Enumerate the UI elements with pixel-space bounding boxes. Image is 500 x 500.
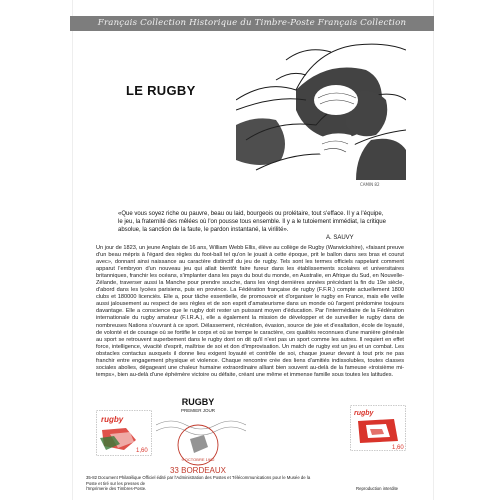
footer-line-2: l'Imprimerie des Timbres-Poste. <box>86 486 147 491</box>
quote-author: A. SAUVY <box>326 235 354 241</box>
stamp-right-value: 1,60 <box>392 445 404 451</box>
footer-note <box>86 475 316 492</box>
article-body: Un jour de 1823, un jeune Anglais de 16 ans, William Webb Ellis, élève au collège de Rugby (Warwickshire), «faisant preuve d'un beau mépris à l'égard des règles du foot-ball tel qu'on le jouait à cette époque, prit le ballon dans ses bras et courut avec», donnant ainsi naissance au caractère distinctif du jeu de rugby. Tels sont les termes officiels rappelant comment apparut l'embryon d'un nouveau jeu qui allait bientôt faire fureur dans les établissements scolaires et universitaires britanniques, franchir les océans, s'implanter dans les pays du bout du monde, en Australie, en Afrique du Sud, en Nouvelle-Zélande, traverser aussi la Manche pour prendre souche, dans les vingt dernières années précédant la fin du 19e siècle, d'abord dans les lycées parisiens, puis en province. La Fédération française de rugby (F.F.R.) compte actuellement 1800 clubs et 180000 licenciés. Elle a, pour tâche essentielle, de promouvoir et d'organiser le rugby en France, mais elle veille aussi jalousement au respect de ses règles et de son esprit d'amateurisme dans un monde où l'argent prédomine toujours davantage. Elle a conscience que le rugby doit rester un puissant moyen d'éducation. Par l'intermédiaire de la Fédération internationale du rugby amateur (F.I.R.A.), elle a également la mission de développer et de surveiller le rugby dans de nombreuses Nations s'ouvrant à ce sport. Délassement, récréation, évasion, source de joie et d'exaltation, école de loyauté, de volonté et de courage où se fortifie le corps et où se trempe le caractère, ces qualités reconnues d'une manière générale au sport se retrouvent superbement dans le rugby dont on dit qu'il n'est pas un sport comme les autres. Il requiert en effet force, intelligence, vivacité d'esprit, maîtrise de soi et don d'improvisation. Un match de rugby est un jeu et un combat. Les obstacles contactus auxquels il donne lieu exigent loyauté et contrôle de soi, chaque joueur devant à tout prix ne pas franchir entre engagement physique et violence. Chaque rencontre crée des liens d'amitiés indissolubles, toutes classes sociales abolies, dégageant une chaleur humaine extraordinaire alliant bien souvent au-delà de la fameuse «troisième mi-temps», bien au-delà d'une éphémère victoire ou défaite, créant une même et immense famille sous toutes les latitudes. <box>96 245 404 378</box>
postmark-top: RUGBY <box>181 397 215 407</box>
stamp-right-label: rugby <box>354 410 374 417</box>
stamp-right <box>350 405 406 451</box>
reproduction-notice: Reproduction interdite <box>356 486 399 491</box>
page-title: LE RUGBY <box>126 83 196 98</box>
stamp-left <box>96 410 152 456</box>
quote-text: «Que vous soyez riche ou pauvre, beau ou laid, bourgeois ou prolétaire, tout s'efface. Il y a l'équipe, le jeu, la fraternité des mêlées où l'on pousse tous ensemble. Il y a le tutoiement immédiat, la critique absolue, la sanction de la faute, le pardon instantané, la virilité». <box>118 211 386 233</box>
footer-line-1: 35-82 Document Philatélique Officiel édité par l'Administration des Postes et Télécommunications pour le Musée de la Poste et tiré sur les presses de <box>86 475 311 486</box>
first-day-postmark <box>156 395 246 475</box>
stamp-left-label: rugby <box>101 415 124 424</box>
collection-banner: Français Collection Historique du Timbre-Poste Français Collection <box>70 16 434 31</box>
postmark-first-day: PREMIER JOUR <box>180 408 216 413</box>
postmark-date: 9 OCTOBRE 1982 <box>181 457 215 462</box>
artist-signature: CAMIN 82 <box>360 182 380 187</box>
postmark-city: 33 BORDEAUX <box>169 466 227 475</box>
stamp-left-value: 1,60 <box>136 448 148 454</box>
rugby-engraving <box>236 40 406 180</box>
